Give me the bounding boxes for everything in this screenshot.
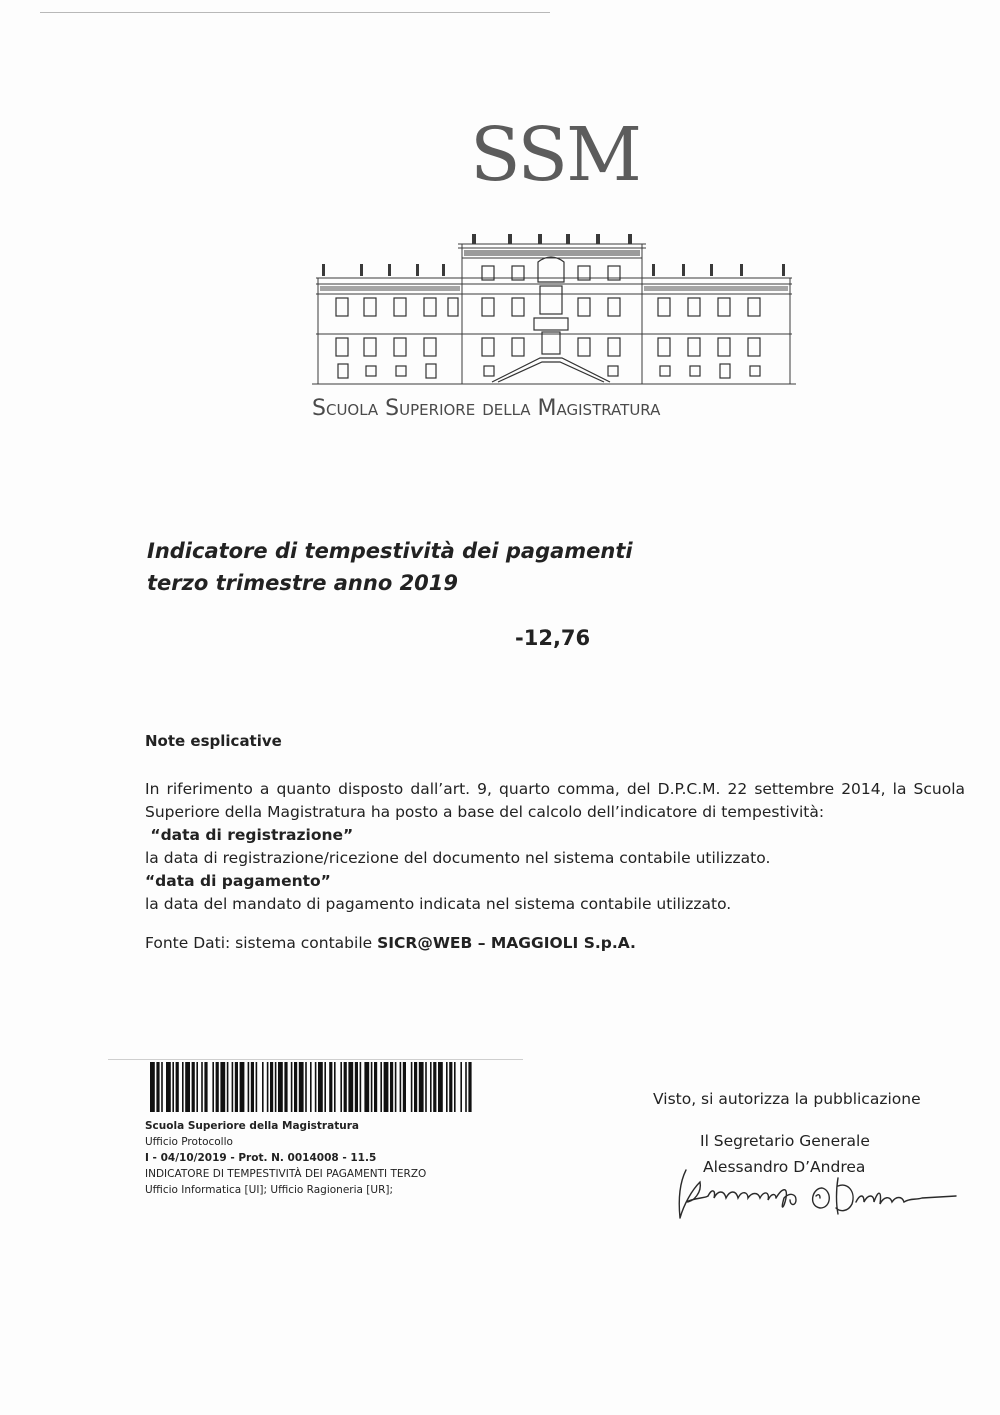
title-line-1: Indicatore di tempestività dei pagamenti	[147, 539, 633, 563]
notes-line-1: In riferimento a quanto disposto dall’art. 9, quarto comma, del D.P.C.M. 22 settembre 2014, la Scuola	[145, 780, 965, 798]
stamp-office: Ufficio Protocollo	[145, 1136, 233, 1148]
term-payment-label: “data di pagamento”	[145, 872, 331, 890]
document-title	[147, 535, 633, 599]
logo-initials: SSM	[470, 112, 640, 198]
handwritten-signature	[672, 1168, 962, 1222]
stamp-subject: INDICATORE DI TEMPESTIVITÀ DEI PAGAMENTI TERZO	[145, 1168, 427, 1180]
data-source-label: Fonte Dati: sistema contabile	[145, 934, 378, 952]
scan-edge-line	[40, 12, 550, 13]
stamp-protocol-number: I - 04/10/2019 - Prot. N. 0014008 - 11.5	[145, 1152, 377, 1164]
term-registration-text: la data di registrazione/ricezione del documento nel sistema contabile utilizzato.	[145, 849, 771, 867]
protocol-stamp	[145, 1118, 505, 1198]
notes-line-2: Superiore della Magistratura ha posto a base del calcolo dell’indicatore di tempestività:	[145, 803, 825, 821]
notes-heading: Note esplicative	[145, 732, 282, 750]
term-payment-text: la data del mandato di pagamento indicata nel sistema contabile utilizzato.	[145, 895, 732, 913]
palazzo-logo-illustration	[312, 222, 796, 390]
term-registration-label: “data di registrazione”	[145, 826, 354, 844]
title-line-2: terzo trimestre anno 2019	[147, 571, 459, 595]
publication-authorization: Visto, si autorizza la pubblicazione	[653, 1090, 921, 1108]
protocol-barcode	[150, 1062, 472, 1112]
stamp-institution: Scuola Superiore della Magistratura	[145, 1120, 359, 1132]
stamp-offices: Ufficio Informatica [UI]; Ufficio Ragioneria [UR];	[145, 1184, 394, 1196]
notes-body	[145, 778, 965, 916]
data-source-value: SICR@WEB – MAGGIOLI S.p.A.	[377, 934, 636, 952]
logo-institution-name: Scuola Superiore della Magistratura	[312, 396, 661, 421]
indicator-value: -12,76	[515, 626, 591, 650]
data-source	[145, 934, 636, 952]
signatory-role: Il Segretario Generale	[700, 1132, 870, 1150]
stamp-divider	[108, 1059, 523, 1060]
signatory-name: Alessandro D’Andrea	[703, 1158, 866, 1176]
